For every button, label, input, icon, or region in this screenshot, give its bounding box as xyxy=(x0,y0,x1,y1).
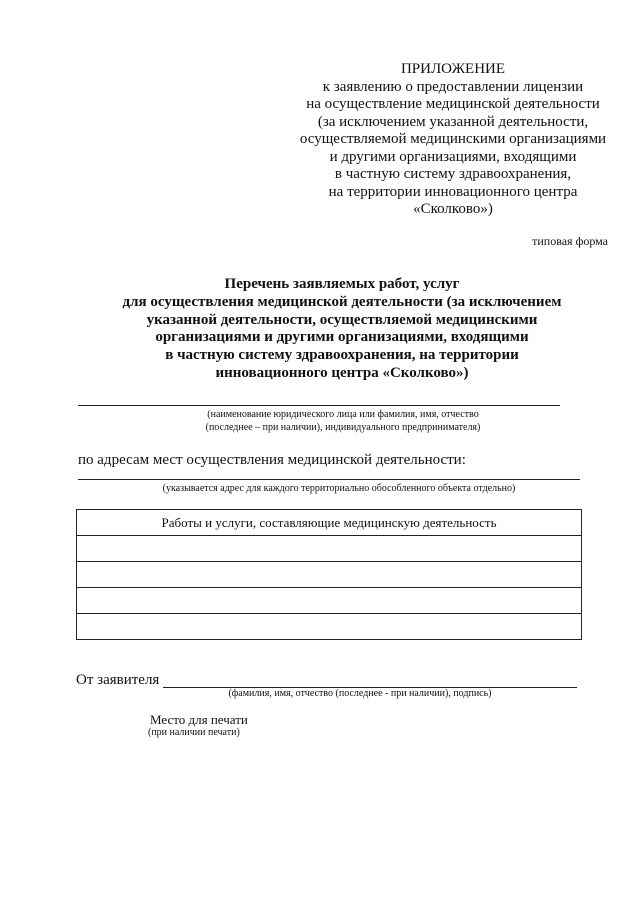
appendix-line: и другими организациями, входящими xyxy=(329,148,577,165)
table-row xyxy=(77,562,582,588)
table-cell xyxy=(77,536,582,562)
appendix-block xyxy=(287,61,619,219)
stamp-place-note: (при наличии печати) xyxy=(148,727,240,738)
applicant-signature-label: От заявителя xyxy=(76,672,160,688)
applicant-name-line xyxy=(78,405,560,406)
address-line xyxy=(78,479,580,480)
title-line: указанной деятельности, осуществляемой медицинскими xyxy=(146,311,538,328)
table-row xyxy=(77,536,582,562)
caption-line: (последнее – при наличии), индивидуального предпринимателя) xyxy=(205,421,481,433)
appendix-line: на территории инновационного центра xyxy=(328,183,578,200)
signature-caption: (фамилия, имя, отчество (последнее - при наличии), подпись) xyxy=(228,688,492,699)
table-header-cell: Работы и услуги, составляющие медицинскую деятельность xyxy=(77,510,582,536)
appendix-line: на осуществление медицинской деятельности xyxy=(306,96,600,112)
appendix-line: к заявлению о предоставлении лицензии xyxy=(322,78,584,95)
title-line: для осуществления медицинской деятельности (за исключением xyxy=(122,293,562,310)
title-line: организациями и другими организациями, входящими xyxy=(155,329,529,346)
works-table xyxy=(76,509,582,640)
table-cell xyxy=(77,588,582,614)
address-label: по адресам мест осуществления медицинской деятельности: xyxy=(78,452,466,468)
table-cell xyxy=(77,614,582,640)
appendix-line: «Сколково») xyxy=(413,201,493,217)
title-line: в частную систему здравоохранения, на территории xyxy=(165,347,519,364)
stamp-place-label: Место для печати xyxy=(150,712,248,727)
address-caption: (указывается адрес для каждого территориально обособленного объекта отдельно) xyxy=(162,483,516,494)
applicant-name-caption xyxy=(143,409,543,434)
caption-line: (наименование юридического лица или фамилия, имя, отчество xyxy=(207,409,479,420)
appendix-heading: ПРИЛОЖЕНИЕ xyxy=(400,61,506,77)
title-line: Перечень заявляемых работ, услуг xyxy=(224,276,460,292)
table-header-row xyxy=(77,510,582,536)
table-cell xyxy=(77,562,582,588)
form-type-label: типовая форма xyxy=(532,234,608,248)
appendix-line: осуществляемой медицинскими организациями xyxy=(299,131,607,147)
appendix-line: в частную систему здравоохранения, xyxy=(334,166,572,182)
appendix-line: (за исключением указанной деятельности, xyxy=(317,113,589,130)
table-row xyxy=(77,588,582,614)
table-row xyxy=(77,614,582,640)
document-title xyxy=(92,276,592,383)
title-line: инновационного центра «Сколково») xyxy=(215,364,469,381)
